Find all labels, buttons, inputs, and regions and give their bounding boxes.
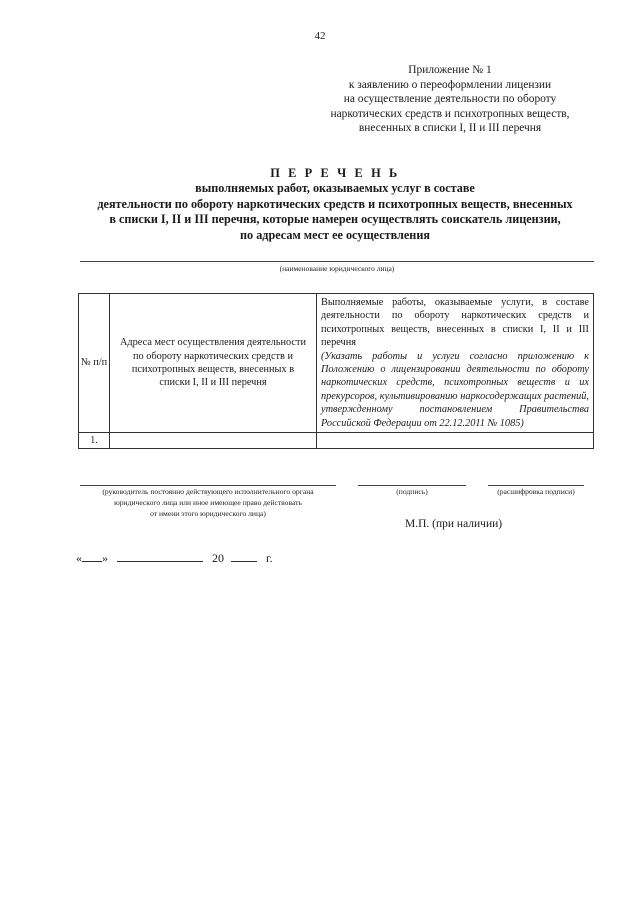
- appendix-line: к заявлению о переоформлении лицензии: [348, 78, 552, 91]
- works-header-text: Выполняемые работы, оказываемые услуги, в составе деятельности по обороту наркотических средств и психотропных веществ, внесенных в списки I, II и III перечня: [321, 297, 589, 349]
- document-title: [70, 166, 600, 243]
- appendix-line: Приложение № 1: [408, 64, 492, 76]
- col-number-header: № п/п: [79, 294, 110, 433]
- title-line: выполняемых работ, оказываемых услуг в составе: [195, 181, 475, 196]
- head-caption-line: (руководитель постоянно действующего исполнительного органа: [102, 487, 314, 496]
- appendix-line: на осуществление деятельности по обороту: [343, 93, 557, 105]
- appendix-line: наркотических средств и психотропных веществ,: [330, 107, 570, 120]
- row-works-cell[interactable]: [317, 433, 594, 449]
- date-line: [76, 549, 273, 566]
- org-name-caption: (наименование юридического лица): [279, 264, 395, 273]
- head-caption-line: юридического лица или иное имеющее право действовать: [114, 498, 302, 507]
- works-table: [78, 293, 594, 449]
- row-number: 1.: [79, 433, 110, 449]
- table-header-row: [79, 294, 594, 433]
- signature-caption: (подпись): [396, 487, 428, 496]
- date-open-quote: «: [76, 551, 82, 565]
- year-prefix: 20: [212, 551, 224, 565]
- date-close-quote: »: [102, 551, 108, 565]
- year-suffix: г.: [266, 551, 273, 565]
- month-field[interactable]: [117, 549, 203, 562]
- title-line: по адресам мест ее осуществления: [240, 227, 430, 242]
- col-works-header: [317, 294, 594, 433]
- row-address-cell[interactable]: [110, 433, 317, 449]
- day-field[interactable]: [82, 549, 102, 562]
- title-line: деятельности по обороту наркотических средств и психотропных веществ, внесенных: [97, 196, 573, 211]
- head-caption: [68, 486, 348, 519]
- head-caption-line: от имени этого юридического лица): [150, 509, 266, 518]
- year-field[interactable]: [231, 549, 257, 562]
- title-heading: П Е Р Е Ч Е Н Ь: [270, 166, 400, 180]
- page-number: 42: [314, 30, 326, 42]
- table-row: [79, 433, 594, 449]
- decoding-caption: (расшифровка подписи): [497, 487, 575, 496]
- title-line: в списки I, II и III перечня, которые намерен осуществлять соискатель лицензии,: [109, 212, 561, 227]
- works-header-note: (Указать работы и услуги согласно приложению к Положению о лицензировании деятельности по обороту наркотических средств, психотропных веществ и их прекурсоров, культивированию наркосодержащих растений, утвержденному постановлением Правительства Российской Федерации от 22.12.2011 № 1085): [321, 350, 589, 429]
- stamp-note: М.П. (при наличии): [405, 518, 503, 530]
- col-address-header: Адреса мест осуществления деятельности по обороту наркотических средств и психотропных веществ, внесенных в списки I, II и III перечня: [110, 294, 317, 433]
- org-name-line[interactable]: [80, 261, 594, 262]
- appendix-reference: [300, 63, 600, 136]
- appendix-line: внесенных в списки I, II и III перечня: [358, 122, 542, 134]
